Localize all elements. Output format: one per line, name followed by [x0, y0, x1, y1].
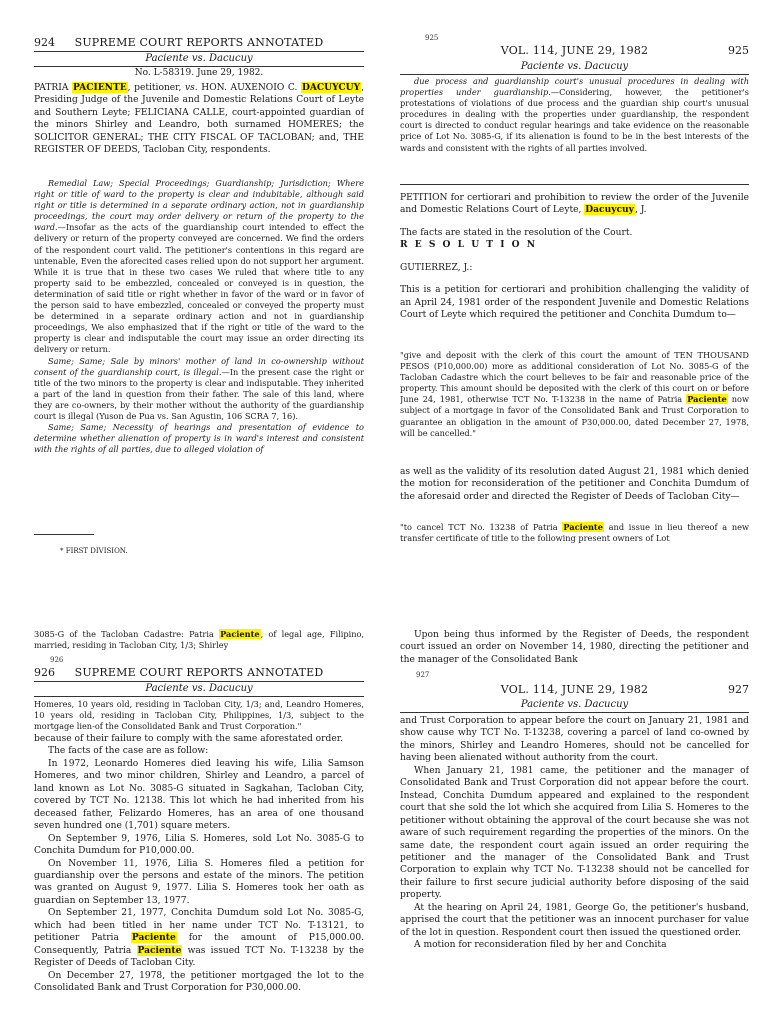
footnote: * FIRST DIVISION.	[60, 547, 128, 555]
page-number: 925	[728, 44, 749, 57]
running-header	[34, 666, 364, 680]
resolution-text: as well as the validity of its resolution dated August 21, 1981 which denied the motion for reconsideration of the petitioner and Conchita Dumdum of the aforesaid order and directed the Register of Deeds of Tacloban City—	[400, 467, 749, 502]
register-of-deeds-paragraph: Upon being thus informed by the Register of Deeds, the respondent court issued an order on November 14, 1980, directing the petitioner and the manager of the Consolidated Bank	[400, 630, 749, 665]
highlight-paciente: Paciente	[131, 932, 176, 944]
page-marker: 927	[416, 671, 430, 679]
footnote-rule	[34, 534, 94, 535]
running-title: VOL. 114, JUNE 29, 1982	[500, 683, 649, 696]
page-number: 926	[34, 666, 55, 679]
page-number: 924	[34, 36, 55, 49]
page-925	[400, 44, 749, 564]
header-rule	[400, 712, 749, 713]
highlight-paciente: Paciente	[563, 522, 603, 532]
resolution-heading: R E S O L U T I O N	[400, 239, 538, 251]
page-927	[400, 629, 749, 1024]
ponente: GUTIERREZ, J.:	[400, 262, 473, 273]
section-rule	[400, 184, 749, 185]
running-header	[400, 44, 749, 58]
case-title: Paciente vs. Dacucuy	[520, 699, 629, 710]
running-title: VOL. 114, JUNE 29, 1982	[500, 44, 649, 57]
syllabus-continued: due process and guardianship court's unusual procedures in dealing with properties under guardianship.—Considering, however, the petitioner's protestations of violations of due process and the guardian ship court's unusual procedures in dealing with the properties under guardianship, the respondent court is directed to conduct regular hearings and take evidence on the reasonable price of Lot No. 3085-G, if its alienation is found to be in the best interests of the wards and consistent with the rights of all parties involved.	[400, 76, 749, 153]
running-title: SUPREME COURT REPORTS ANNOTATED	[74, 666, 324, 679]
quoted-directive-continued: 3085-G of the Tacloban Cadastre: Patria Paciente, of legal age, Filipino, married, residing in Tacloban City, 1/3; Shirley	[34, 629, 364, 651]
page-marker: 925	[425, 34, 439, 42]
parties-block: PATRIA PACIENTE, petitioner, vs. HON. AUXENOIO C. DACUYCUY, Presiding Judge of the Juvenile and Domestic Relations Court of Leyte and Southern Leyte; FELICIANA CALLE, court-appointed guardian of the minors Shirley and Leandro, both surnamed HOMERES; the SOLICITOR GENERAL; THE CITY FISCAL OF TACLOBAN; and, THE REGISTER OF DEEDS, Tacloban City, respondents.	[34, 82, 364, 156]
highlight-dacucuy: Dacuycuy	[585, 204, 634, 216]
case-title: Paciente vs. Dacucuy	[145, 683, 253, 694]
highlight-paciente: Paciente	[687, 394, 727, 405]
page-924	[34, 36, 364, 566]
case-number: No. L-58319. June 29, 1982.	[134, 68, 264, 78]
page-926	[34, 629, 364, 1024]
page-number: 927	[728, 683, 749, 696]
header-rule	[400, 74, 749, 75]
highlight-paciente: PACIENTE	[73, 82, 127, 93]
highlight-dacucuy: DACUYCUY	[301, 82, 361, 93]
case-title: Paciente vs. Dacucuy	[145, 53, 253, 64]
page-marker: 926	[50, 656, 64, 664]
decision-opening: PETITION for certiorari and prohibition to review the order of the Juvenile and Domestic Relations Court of Leyte, Dacuycuy, J. The facts are stated in the resolution of the Court. R E S O L U T I O N GUTIERREZ, J.: This is a petition for certiorari and prohibition challenging the validity of an April 24, 1981 order of the respondent Juvenile and Domestic Relations Court of Leyte which required the petitioner and Conchita Dumdum to—	[400, 193, 749, 321]
running-header	[400, 683, 749, 697]
quoted-owners: Homeres, 10 years old, residing in Tacloban City, 1/3; and, Leandro Homeres, 10 years old, residing in Tacloban City, Philippines, 1/3, subject to the mortgage lien-of the Consolidated Bank and Trust Corporation."	[34, 699, 364, 732]
highlight-paciente: Paciente	[220, 629, 260, 639]
header-rule	[34, 696, 364, 697]
syllabus: Remedial Law; Special Proceedings; Guardianship; Jurisdiction; Where right or title of ward to the property is clear and indubitable, although said right or title is determined in a separate ordinary action, not in guardianship proceedings, the court may order delivery or return of the property to the ward.—Insofar as the acts of the guardianship court intended to effect the delivery or return of the property conveyed are concerned. We find the orders of the respondent court valid. The petitioner's contentions in this regard are untenable, Even the aforecited cases relied upon do not support her argument. While it is true that in these two cases We ruled that where title to any property said to be embezzled, concealed or conveyed is in question, the determination of said title or right whether in favor of the ward or in favor of the person said to have embezzled, concealed or conveyed the property must be determined in a separate ordinary action and not in guardianship proceedings, We also emphasized that if the right or title of the ward to the property is clear and indisputable the court may issue an order directing its delivery or return. Same; Same; Sale by minors' mother of land in co-ownership without consent of the guardianship court, is illegal.—In the present case the right or title of the two minors to the property is clear and indisputable. They inherited a part of the land in question from their father. The sale of this land, where they are co-owners, by their mother without the authority of the guardianship court is illegal (Yuson de Pua vs. San Agustin, 106 SCRA 7, 16). Same; Same; Necessity of hearings and presentation of evidence to determine whether alienation of property is in ward's interest and consistent with the rights of all parties, due to alleged violation of	[34, 178, 364, 455]
quoted-directive: "to cancel TCT No. 13238 of Patria Paciente and issue in lieu thereof a new transfer certificate of title to the following present owners of Lot	[400, 522, 749, 544]
running-header	[34, 36, 364, 50]
running-title: SUPREME COURT REPORTS ANNOTATED	[74, 36, 324, 49]
highlight-paciente: Paciente	[137, 944, 182, 956]
facts: because of their failure to comply with the same aforestated order. The facts of the case are as follow: In 1972, Leonardo Homeres died leaving his wife, Lilia Samson Homeres, and two minor children, Shirley and Leandro, a parcel of land known as Lot No. 3085-G situated in Sagkahan, Tacloban City, covered by TCT No. 12138. This lot which he had inherited from his deceased father, Felizardo Homeres, has an area of one thousand seven hundred one (1,701) square meters. On September 9, 1976, Lilia S. Homeres, sold Lot No. 3085-G to Conchita Dumdum for P10,000.00. On November 11, 1976, Lilia S. Homeres filed a petition for guardianship over the persons and estate of the minors. The petition was granted on August 9, 1977. Lilia S. Homeres took her oath as guardian on September 13, 1977. On September 21, 1977, Conchita Dumdum sold Lot No. 3085-G, which had been titled in her name under TCT No. T-13121, to petitioner Patria Paciente for the amount of P15,000.00. Consequently, Patria Paciente was issued TCT No. T-13238 by the Register of Deeds of Tacloban City. On December 27, 1978, the petitioner mortgaged the lot to the Consolidated Bank and Trust Corporation for P30,000.00.	[34, 734, 364, 994]
proceedings: and Trust Corporation to appear before the court on January 21, 1981 and show cause why TCT No. T-13238, covering a parcel of land co-owned by the minors, Shirley and Leandro Homeres, should not be cancelled for having been alienated without authority from the court. When January 21, 1981 came, the petitioner and the manager of Consolidated Bank and Trust Corporation did not appear before the court. Instead, Conchita Dumdum appeared and explained to the respondent court that she sold the lot which she acquired from Lilia S. Homeres to the petitioner without obtaining the approval of the court because she was not aware of such requirement regarding the properties of the minors. On the same date, the respondent court again issued an order requiring the petitioner and the manager of the Consolidated Bank and Trust Corporation to explain why TCT No. T-13238 should not be cancelled for their failure to first secure judicial authority before disposing of the said property. At the hearing on April 24, 1981, George Go, the petitioner's husband, apprised the court that the petitioner was an innocent purchaser for value of the lot in question. Respondent court then issued the questioned order. A motion for reconsideration filed by her and Conchita	[400, 716, 749, 951]
quoted-order: "give and deposit with the clerk of this court the amount of TEN THOUSAND PESOS (P10,000.00) more as additional consideration of Lot No. 3085-G of the Tacloban Cadastre which the court believes to be fair and reasonable price of the property. This amount should be deposited with the clerk of this court on or before June 24, 1981, otherwise TCT No. T-13238 in the name of Patria Paciente now subject of a mortgage in favor of the Consolidated Bank and Trust Corporation to guarantee an obligation in the amount of P30,000.00, dated December 27, 1978, will be cancelled."	[400, 350, 749, 438]
case-title: Paciente vs. Dacucuy	[520, 61, 629, 72]
